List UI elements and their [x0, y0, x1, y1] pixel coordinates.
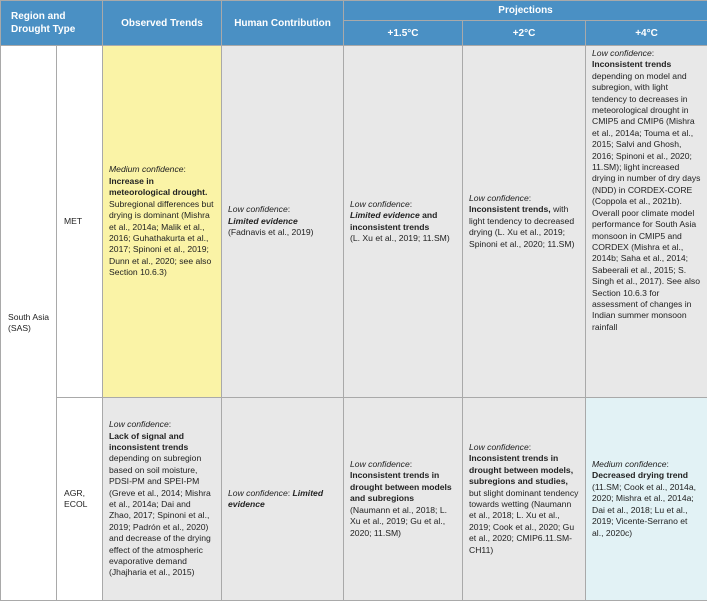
headline: Inconsistent trends in drought between models, subregions and studies, [469, 453, 574, 487]
body-text: (Naumann et al., 2018; L. Xu et al., 2019; Gu et al., 2020; 11.SM) [350, 504, 447, 538]
headline: Limited evidence [228, 215, 298, 226]
drought-type-agr-ecol [57, 398, 103, 601]
headline: Decreased drying trend [592, 470, 689, 481]
headline-secondary: inconsistent trends [350, 221, 430, 232]
confidence-label: Low confidence [109, 419, 169, 430]
confidence-label: Low confidence [592, 48, 652, 58]
proj-2-agr-ecol: Low confidence: Inconsistent trends in drought between models, subregions and studies, but slight dominant tendency towards wetting (Naumann et al., 2018; L. Xu et al., 2019; Cook et al., 2020; Gu et al., 2020; CMIP6.11.SM-CH11) [463, 398, 586, 601]
headline: Limited evidence [350, 210, 420, 221]
body-text: (Fadnavis et al., 2019) [228, 227, 314, 238]
confidence-label: Medium confidence [109, 164, 184, 175]
header-region-drought: Region and Drought Type [1, 1, 103, 46]
headline: Lack of signal and inconsistent trends [109, 430, 189, 452]
human-agr-ecol: Low confidence: Limited evidence [222, 398, 344, 601]
drought-type-label: AGR, ECOL [64, 487, 88, 509]
body-text: (L. Xu et al., 2019; 11.SM) [350, 232, 450, 243]
header-projections: Projections [344, 1, 707, 21]
confidence-label: Low confidence [228, 204, 288, 215]
body-text: Subregional differences but drying is dominant (Mishra et al., 2014a; Malik et al., 2016; Guhathakurta et al., 2017; Spinoni et al., 2019; Dunn et al., 2020; see also Section 10.6.3) [109, 198, 214, 278]
observed-met: Medium confidence: Increase in meteorological drought. Subregional differences but drying is dominant (Mishra et al., 2014a; Malik et al., 2016; Guhathakurta et al., 2017; Spinoni et al., 2019; Dunn et al., 2020; see also Section 10.6.3) [103, 46, 222, 398]
body-text: depending on subregion based on soil moisture, PDSI-PM and SPEI-PM (Greve et al., 2014; Mishra et al., 2014a; Dai and Zhao, 2017; Spinoni et al., 2019; Padrón et al., 2020) and decrease of the drying effect of the atmospheric evaporative demand (Jhajharia et al., 2015) [109, 453, 211, 578]
confidence-label: Medium confidence [592, 459, 667, 470]
region-label: South Asia (SAS) [8, 311, 50, 333]
header-plus-1-5c: +1.5°C [344, 21, 463, 46]
body-text: with light tendency to decreased drying (L. Xu et al., 2019; Spinoni et al., 2020; 11.SM) [469, 204, 575, 249]
proj-2-met: Low confidence: Inconsistent trends, with light tendency to decreased drying (L. Xu et al., 2019; Spinoni et al., 2020; 11.SM) [463, 46, 586, 398]
header-human-contribution: Human Contribution [222, 1, 344, 46]
headline: Increase in meteorological drought. [109, 175, 208, 198]
drought-type-label: MET [64, 215, 83, 226]
confidence-label: Low confidence [350, 198, 410, 209]
confidence-label: Low confidence [469, 441, 529, 452]
observed-agr-ecol: Low confidence: Lack of signal and inconsistent trends depending on subregion based on soil moisture, PDSI-PM and SPEI-PM (Greve et al., 2014; Mishra et al., 2014a; Dai and Zhao, 2017; Spinoni et al., 2019; Padrón et al., 2020) and decrease of the drying effect of the atmospheric evaporative demand (Jhajharia et al., 2015) [103, 398, 222, 601]
header-plus-2c: +2°C [463, 21, 586, 46]
headline: Inconsistent trends, [469, 204, 551, 215]
headline: Inconsistent trends in drought between models and subregions [350, 470, 452, 504]
confidence-label: Low confidence [228, 487, 288, 498]
region-cell [1, 46, 57, 601]
proj-15-met: Low confidence: Limited evidence and inconsistent trends (L. Xu et al., 2019; 11.SM) [344, 46, 463, 398]
headline: Inconsistent trends [592, 59, 672, 70]
headline: Limited evidence [228, 487, 324, 509]
header-plus-4c: +4°C [586, 21, 707, 46]
confidence-label: Low confidence [350, 459, 410, 470]
confidence-label: Low confidence [469, 192, 529, 203]
proj-15-agr-ecol: Low confidence: Inconsistent trends in drought between models and subregions (Naumann et al., 2018; L. Xu et al., 2019; Gu et al., 2020; 11.SM) [344, 398, 463, 601]
proj-4-agr-ecol: Medium confidence: Decreased drying trend (11.SM; Cook et al., 2014a, 2020; Mishra et al., 2014a; Dai et al., 2018; Lu et al., 2019; Vicente-Serrano et al., 2020c) [586, 398, 707, 601]
body-text: depending on model and subregion, with light tendency to decreases in meteorological drought in CMIP5 and CMIP6 (Mishra et al., 2014a; Touma et al., 2015; Salvi and Ghosh, 2016; Spinoni et al., 2020; 11.SM); light increased drying in number of dry days (NDD) in CORDEX-CORE (Coppola et al., 2021b). Overall poor climate model performance for South Asia monsoon in CMIP5 and CORDEX (Mishra et al., 2014b; Saha et al., 2014; Sabeerali et al., 2015; S. Singh et al., 2017). See also Section 10.6.3 for assessment of changes in Indian summer monsoon rainfall [592, 70, 701, 332]
human-met: Low confidence: Limited evidence (Fadnavis et al., 2019) [222, 46, 344, 398]
body-text: (11.SM; Cook et al., 2014a, 2020; Mishra et al., 2014a; Dai et al., 2018; Lu et al., 2019; Vicente-Serrano et al., 2020c) [592, 481, 696, 538]
proj-4-met: Low confidence: Inconsistent trends depending on model and subregion, with light tendency to decreases in meteorological drought in CMIP5 and CMIP6 (Mishra et al., 2014a; Touma et al., 2015; Salvi and Ghosh, 2016; Spinoni et al., 2020; 11.SM); light increased drying in number of dry days (NDD) in CORDEX-CORE (Coppola et al., 2021b). Overall poor climate model performance for South Asia monsoon in CMIP5 and CORDEX (Mishra et al., 2014b; Saha et al., 2014; Sabeerali et al., 2015; S. Singh et al., 2017). See also Section 10.6.3 for assessment of changes in Indian summer monsoon rainfall [586, 46, 707, 398]
header-observed-trends: Observed Trends [103, 1, 222, 46]
body-text: but slight dominant tendency towards wetting (Naumann et al., 2018; L. Xu et al., 2019; Cook et al., 2020; Gu et al., 2020; CMIP6.11.SM-CH11) [469, 487, 579, 555]
drought-type-met [57, 46, 103, 398]
